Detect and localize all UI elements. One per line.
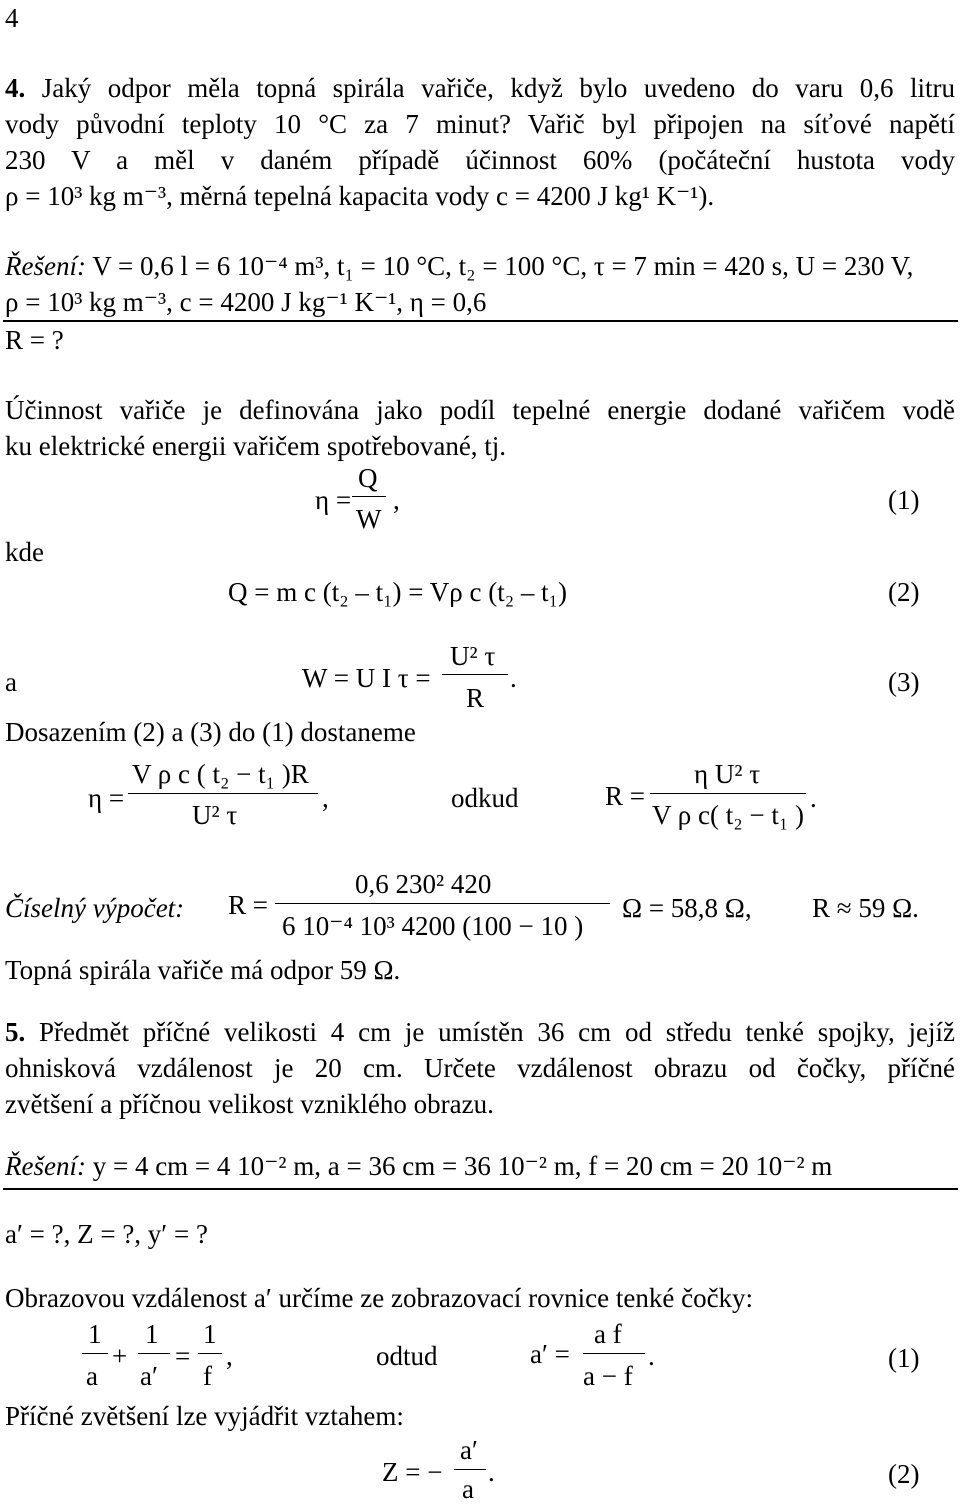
lens-f3-bar bbox=[198, 1353, 222, 1354]
problem-4-given-1 bbox=[5, 250, 913, 282]
problem-4-text-b: ku elektrické energii vařičem spotřebované, tj. bbox=[5, 431, 507, 461]
eq4-numerator: V ρ c ( t₂ − t₁ )R bbox=[132, 759, 309, 789]
lens-result-num: a f bbox=[594, 1319, 622, 1349]
eq4-fraction-bar bbox=[128, 793, 318, 794]
eq4-tail: , bbox=[322, 783, 329, 813]
lens-result-bar bbox=[583, 1353, 645, 1354]
lens-eq-label: (1) bbox=[888, 1343, 920, 1373]
calc-fraction-bar bbox=[275, 903, 610, 904]
z-numerator: a′ bbox=[460, 1435, 478, 1465]
lens-f1-num: 1 bbox=[88, 1319, 102, 1349]
problem-5-text-1: Předmět příčné velikosti 4 cm je umístěn 36 cm od středu tenké spojky, jejíž bbox=[39, 1017, 955, 1047]
eq5-numerator: η U² τ bbox=[694, 759, 761, 789]
problem-4-line-2: vody původní teploty 10 °C za 7 minut? Vařič byl připojen na síťové napětí bbox=[5, 109, 955, 139]
problem-5-number: 5. bbox=[5, 1017, 26, 1047]
eq3-fraction-bar bbox=[442, 674, 508, 675]
eq5-tail: . bbox=[810, 783, 817, 813]
eq1-label: (1) bbox=[888, 485, 920, 515]
calc-label: Číselný výpočet: bbox=[5, 893, 185, 923]
lens-f2-bar bbox=[138, 1353, 170, 1354]
eq4-lhs: η = bbox=[88, 783, 125, 813]
eq1-tail: , bbox=[393, 485, 400, 515]
problem-4-line-3: 230 V a měl v daném případě účinnost 60% (počáteční hustota vody bbox=[5, 145, 955, 175]
eq1-denominator: W bbox=[356, 504, 382, 534]
calc-result: Ω = 58,8 Ω, bbox=[622, 893, 752, 923]
eq1-fraction-bar bbox=[352, 496, 386, 497]
eq1-lhs: η = bbox=[315, 485, 352, 515]
solution-label: Řešení: bbox=[5, 251, 86, 281]
lens-tail: , bbox=[226, 1341, 233, 1371]
eq5-lhs: R = bbox=[605, 781, 645, 811]
problem-4-number: 4. bbox=[5, 73, 26, 103]
given-separator-5 bbox=[3, 1188, 958, 1190]
problem-4-conclusion: Topná spirála vařiče má odpor 59 Ω. bbox=[5, 955, 401, 985]
eq4-denominator: U² τ bbox=[192, 800, 238, 830]
calc-lhs: R = bbox=[228, 890, 268, 920]
problem-5-text-1b: Obrazovou vzdálenost a′ určíme ze zobrazovací rovnice tenké čočky: bbox=[5, 1283, 754, 1313]
solution-label-5: Řešení: bbox=[5, 1151, 86, 1181]
problem-5-line-3: zvětšení a příčnou velikost vzniklého obrazu. bbox=[5, 1089, 494, 1119]
problem-4-unknown: R = ? bbox=[5, 325, 64, 355]
z-lhs: Z = − bbox=[382, 1457, 443, 1487]
lens-f3-den: f bbox=[203, 1361, 212, 1391]
z-dot: . bbox=[488, 1457, 495, 1487]
a-word: a bbox=[5, 667, 17, 697]
eq3-label: (3) bbox=[888, 667, 920, 697]
calc-approx: R ≈ 59 Ω. bbox=[812, 893, 919, 923]
calc-numerator: 0,6 230² 420 bbox=[355, 869, 492, 899]
lens-f2-num: 1 bbox=[145, 1319, 159, 1349]
lens-dot: . bbox=[648, 1341, 655, 1371]
kde-word: kde bbox=[5, 537, 44, 567]
given-values-5: y = 4 cm = 4 10⁻² m, a = 36 cm = 36 10⁻² m, f = 20 cm = 20 10⁻² m bbox=[92, 1151, 833, 1181]
eq2-label: (2) bbox=[888, 577, 920, 607]
lens-f1-den: a bbox=[86, 1361, 98, 1391]
z-eq-label: (2) bbox=[888, 1459, 920, 1489]
problem-5-text-2: Příčné zvětšení lze vyjádřit vztahem: bbox=[5, 1401, 404, 1431]
given-separator bbox=[3, 320, 958, 322]
eq3-denominator: R bbox=[466, 683, 485, 713]
lens-lhs: a′ = bbox=[530, 1339, 570, 1369]
page-number: 4 bbox=[5, 3, 19, 33]
lens-f2-den: a′ bbox=[140, 1361, 158, 1391]
problem-4-text-1: Jaký odpor měla topná spirála vařiče, když bylo uvedeno do varu 0,6 litru bbox=[41, 73, 955, 103]
eq3-tail: . bbox=[510, 663, 517, 693]
eq5-fraction-bar bbox=[650, 793, 806, 794]
odkud-word: odkud bbox=[451, 783, 519, 813]
problem-4-line-4: ρ = 10³ kg m⁻³, měrná tepelná kapacita vody c = 4200 J kg¹ K⁻¹). bbox=[5, 181, 715, 211]
problem-5-unknown: a′ = ?, Z = ?, y′ = ? bbox=[5, 1219, 208, 1249]
problem-5-given bbox=[5, 1150, 832, 1182]
lens-f3-num: 1 bbox=[203, 1319, 217, 1349]
eq5-denominator: V ρ c( t₂ − t₁ ) bbox=[652, 800, 805, 830]
z-fraction-bar bbox=[454, 1469, 486, 1470]
problem-4-given-2: ρ = 10³ kg m⁻³, c = 4200 J kg⁻¹ K⁻¹, η = 0,6 bbox=[5, 287, 487, 317]
z-denominator: a bbox=[462, 1474, 474, 1504]
lens-result-den: a − f bbox=[583, 1361, 633, 1391]
calc-denominator: 6 10⁻⁴ 10³ 4200 (100 − 10 ) bbox=[282, 911, 584, 941]
lens-equals: = bbox=[175, 1341, 191, 1371]
problem-5-line-1 bbox=[5, 1016, 955, 1048]
eq3-lhs: W = U I τ = bbox=[302, 663, 431, 693]
problem-5-line-2: ohnisková vzdálenost je 20 cm. Určete vzdálenost obrazu od čočky, příčné bbox=[5, 1053, 955, 1083]
given-values-1: V = 0,6 l = 6 10⁻⁴ m³, t₁ = 10 °C, t₂ = 100 °C, τ = 7 min = 420 s, U = 230 V, bbox=[92, 251, 914, 281]
lens-plus: + bbox=[112, 1341, 128, 1371]
problem-4-text-a: Účinnost vařiče je definována jako podíl tepelné energie dodané vařičem vodě bbox=[5, 395, 955, 425]
eq2-text: Q = m c (t₂ – t₁) = Vρ c (t₂ – t₁) bbox=[228, 577, 568, 607]
eq3-numerator: U² τ bbox=[450, 641, 496, 671]
lens-f1-bar bbox=[82, 1353, 108, 1354]
eq1-numerator: Q bbox=[358, 463, 378, 493]
problem-4-line-1 bbox=[5, 72, 955, 104]
dosazenim-text: Dosazením (2) a (3) do (1) dostaneme bbox=[5, 717, 416, 747]
odtud-word: odtud bbox=[376, 1341, 438, 1371]
